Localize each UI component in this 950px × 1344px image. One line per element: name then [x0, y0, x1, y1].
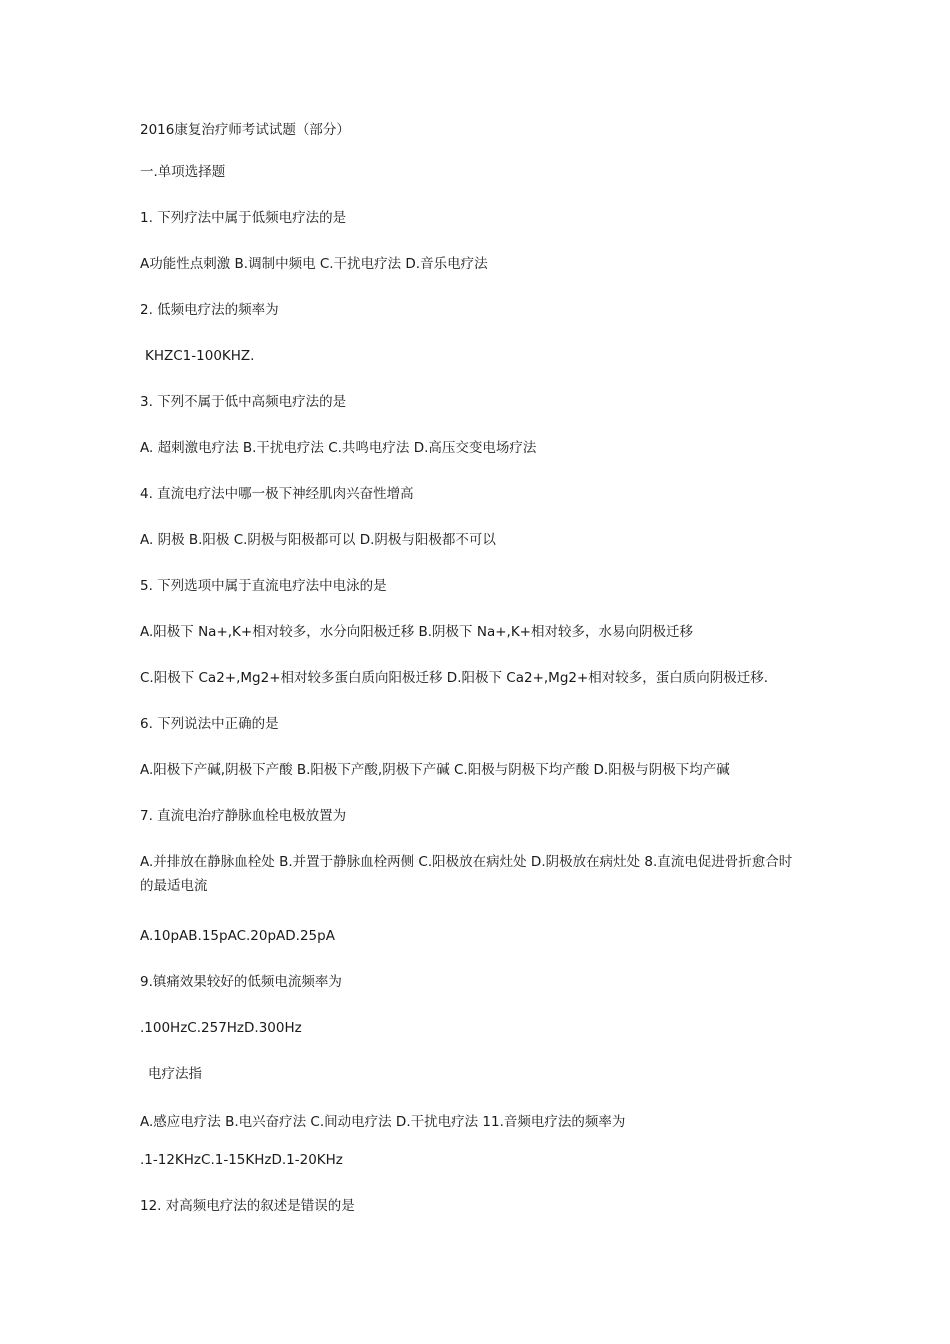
question-3: 3. 下列不属于低中高频电疗法的是 [140, 394, 347, 410]
section-heading: 一.单项选择题 [140, 164, 226, 180]
options-5-cd: C.阳极下 Ca2+,Mg2+相对较多蛋白质向阳极迁移 D.阳极下 Ca2+,Mg2+相对较多，蛋白质向阴极迁移. [140, 670, 769, 686]
options-4: A. 阴极 B.阳极 C.阴极与阳极都可以 D.阴极与阳极都不可以 [140, 532, 496, 548]
options-10-question-11: A.感应电疗法 B.电兴奋疗法 C.间动电疗法 D.干扰电疗法 11.音频电疗法的频率为 [140, 1114, 626, 1130]
options-8: A.10pAB.15pAC.20pAD.25pA [140, 928, 335, 944]
question-10: 电疗法指 [148, 1066, 202, 1082]
question-2: 2. 低频电疗法的频率为 [140, 302, 279, 318]
options-2: KHZC1-100KHZ. [145, 348, 255, 364]
question-6: 6. 下列说法中正确的是 [140, 716, 279, 732]
question-9: 9.镇痛效果较好的低频电流频率为 [140, 974, 342, 990]
question-5: 5. 下列选项中属于直流电疗法中电泳的是 [140, 578, 387, 594]
question-7: 7. 直流电治疗静脉血栓电极放置为 [140, 808, 347, 824]
question-12: 12. 对高频电疗法的叙述是错误的是 [140, 1198, 355, 1214]
options-1: A功能性点刺激 B.调制中频电 C.干扰电疗法 D.音乐电疗法 [140, 256, 488, 272]
options-11: .1-12KHzC.1-15KHzD.1-20KHz [140, 1152, 343, 1168]
options-9: .100HzC.257HzD.300Hz [140, 1020, 302, 1036]
document-title: 2016康复治疗师考试试题（部分） [140, 122, 350, 138]
question-1: 1. 下列疗法中属于低频电疗法的是 [140, 210, 347, 226]
question-4: 4. 直流电疗法中哪一极下神经肌肉兴奋性增高 [140, 486, 414, 502]
options-3: A. 超刺激电疗法 B.干扰电疗法 C.共鸣电疗法 D.高压交变电场疗法 [140, 440, 537, 456]
options-7-question-8: A.并排放在静脉血栓处 B.并置于静脉血栓两侧 C.阳极放在病灶处 D.阴极放在病灶处 8.直流电促进骨折愈合时的最适电流 [140, 854, 793, 894]
options-6: A.阳极下产碱,阴极下产酸 B.阳极下产酸,阴极下产碱 C.阳极与阴极下均产酸 D.阳极与阴极下均产碱 [140, 762, 730, 778]
options-5-ab: A.阳极下 Na+,K+相对较多，水分向阳极迁移 B.阴极下 Na+,K+相对较多，水易向阴极迁移 [140, 624, 693, 640]
